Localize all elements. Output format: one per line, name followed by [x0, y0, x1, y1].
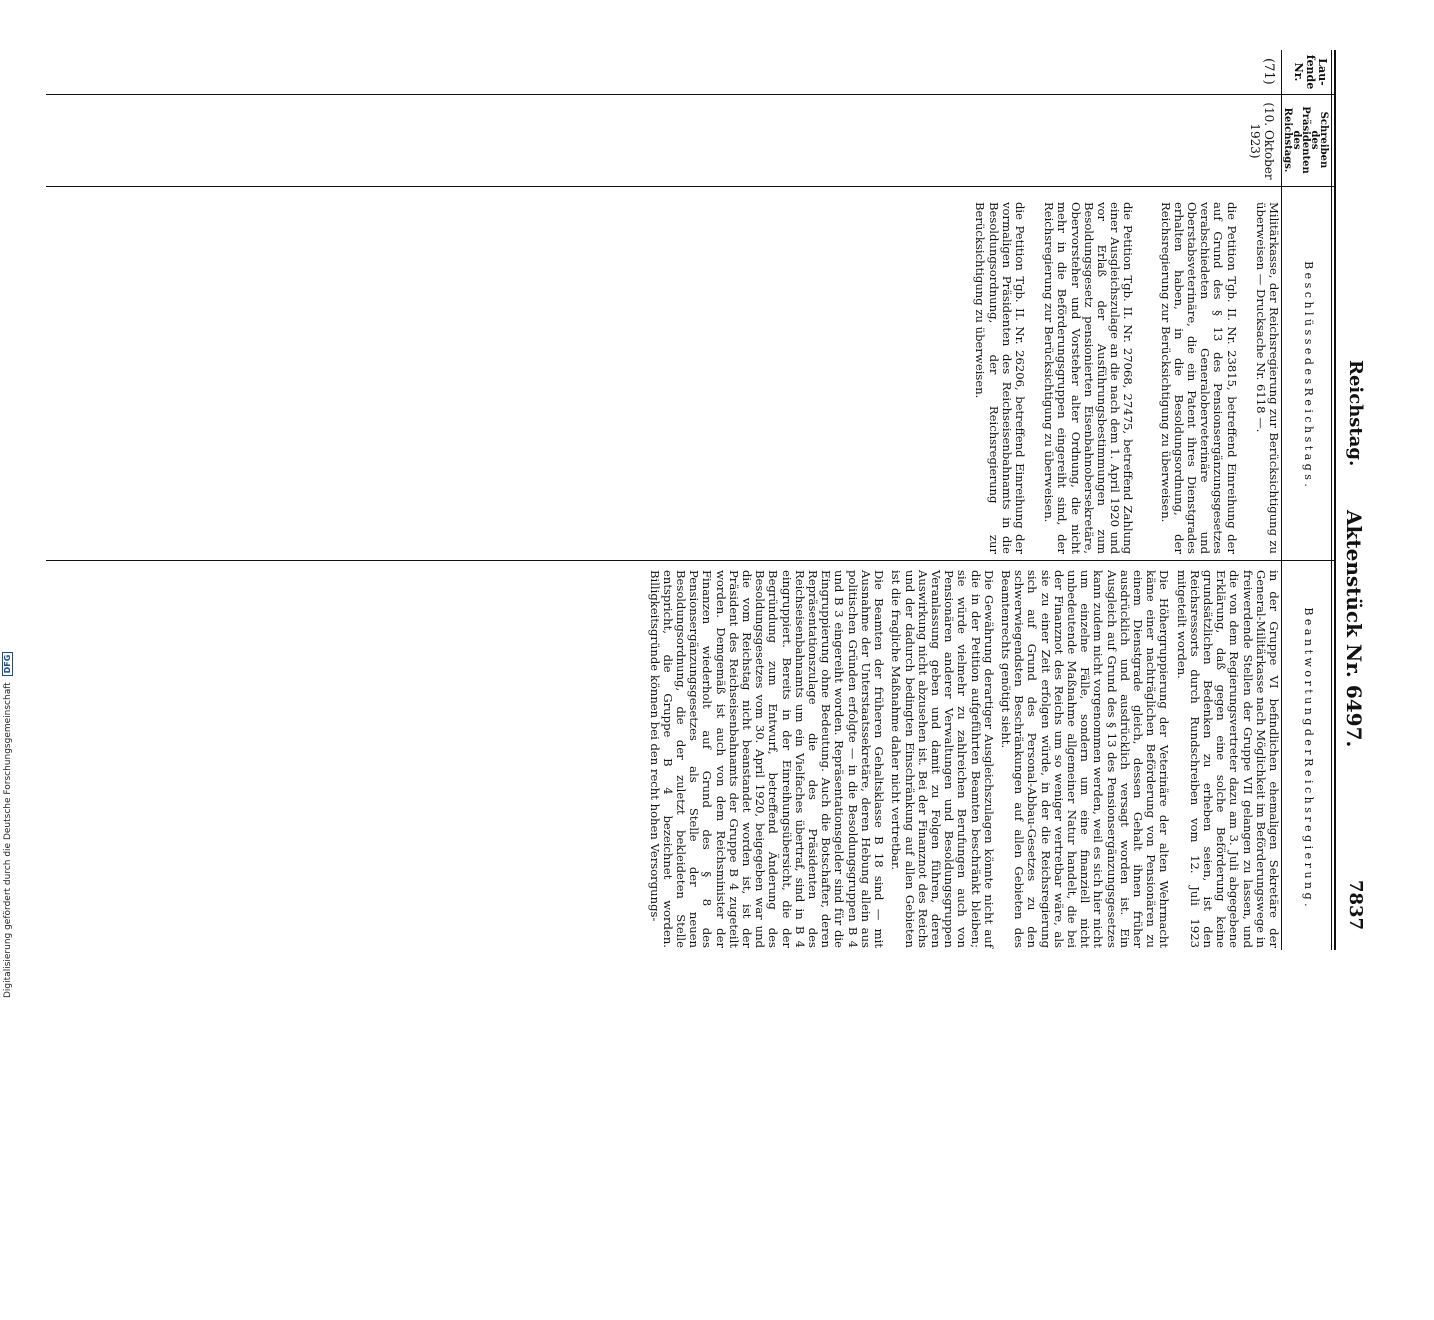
- top-rule-2: [1331, 50, 1332, 950]
- header-antwort: B e a n t w o r t u n g d e r R e i c h s r e g i e r u n g .: [1302, 607, 1315, 907]
- antwort-paragraph: Die Gewährung derartiger Ausgleichszulagen könnte nicht auf die in der Petition aufgeführten Beamten beschränkt bleiben; sie würde vielmehr zu zahlreichen Berufungen auch von Pensionären anderer Verwaltungen und Besoldungsgruppen Veranlassung geben und damit zu Folgen führen, deren Auswirkung nicht abzusehen ist. Bei der Finanznot des Reichs und der dadurch bedingten Einschränkung auf allen Gebieten ist die fragliche Maßnahme daher nicht vertretbar.: [889, 570, 996, 948]
- header-schreiben: Schreiben des Präsidenten des Reichstags.: [1282, 106, 1329, 174]
- header-rule: [1281, 50, 1282, 950]
- vrule-2: [46, 186, 1336, 187]
- page-header: [1340, 0, 1380, 1320]
- antwort-paragraph: Die Beamten der früheren Gehaltsklasse B 18 sind — mit Ausnahme der Unterstaatssekretäre, deren Hebung allein aus politischen Gründen erfolgte — in die Besoldungsgruppen B 4 und B 3 eingereiht worden. Repräsentationsgelder sind für die Eingruppierung ohne Bedeutung. Auch die Botschafter, deren Repräsentationszulage die des Präsidenten des Reichseisenbahnamts um ein Vielfaches übertraf, sind in B 4 eingruppiert. Bereits in der Einreihungsübersicht, die der Begründung zum Entwurf, betreffend Änderung des Besoldungsgesetzes vom 30. April 1920, beigegeben war und die vom Reichstag nicht beanstandet worden ist, ist der Präsident des Reichseisenbahnamts der Gruppe B 4 zugeteilt worden. Demgemäß ist auch von dem Reichsminister der Finanzen wiederholt auf Grund des § 8 des Pensionsergänzungsgesetzes als Stelle der neuen Besoldungsordnung, die der zuletzt bekleideten Stelle entspricht, die Gruppe B 4 bezeichnet worden. Billigkeitsgründe können bei den recht hohen Versorgungs-: [647, 570, 887, 948]
- antwort-paragraph: Die Höhergruppierung der Veterinäre der alten Wehrmacht käme einer nachträglichen Beförderung von Pensionären zu einem Dienstgrade gleich, dessen Gehalt ihnen früher ausdrücklich und ausdrücklich versagt worden ist. Ein Ausgleich auf Grund des § 13 des Pensionsergänzungsgesetzes kann zudem nicht vorgenommen werden, weil es sich hier nicht um einzelne Fälle, sondern um eine finanziell nicht unbedeutende Maßnahme allgemeiner Natur handelt, die bei der Finanznot des Reichs um so weniger vertretbar wäre, als sie zu einer Zeit erfolgen würde, in der die Reichsregierung sich auf Grund des Personal-Abbau-Gesetzes zu den schwerwiegendsten Beschränkungen auf allen Gebieten des Beamtenrechts genötigt sieht.: [998, 570, 1172, 948]
- header-lfd-nr: Lau- fende Nr.: [1292, 54, 1329, 90]
- antwort-paragraph: in der Gruppe VI befindlichen ehemaligen Sekretäre der General-Militärkasse nach Möglichkeit im Beförderungswege in freiwerdende Stellen der Gruppe VII gelangen zu lassen, und die von dem Regierungsvertreter dazu am 3. Juli abgegebene Erklärung, daß gegen eine solche Beförderung keine grundsätzlichen Bedenken zu erheben seien, ist den Reichsressorts durch Rundschreiben vom 12. Juli 1923 mitgeteilt worden.: [1174, 570, 1281, 948]
- row-schreiben: (10. Oktober 1923): [1248, 102, 1276, 180]
- antwort-column: [647, 570, 1280, 948]
- top-rule: [1334, 50, 1336, 950]
- row-lfd-nr: (71): [1261, 58, 1276, 85]
- beschluesse-column: [973, 202, 1280, 554]
- beschluss-paragraph: die Petition Tgb. II. Nr. 23815, betreffend Einreihung der auf Grund des § 13 des Pensionsergänzungsgesetzes verabschiedeten Generaloberveterinäre und Oberstabsveterinäre, die ein Patent ihres Dienstgrades erhalten haben, in die Besoldungsordnung, der Reichsregierung zur Berücksichtigung zu überweisen.: [1158, 202, 1239, 554]
- digitization-note: [2, 578, 13, 998]
- dfg-logo: DFG: [2, 652, 13, 677]
- rotated-page-frame: [50, 0, 1380, 1000]
- digitization-note-text: Digitalisierung gefördert durch die Deutsche Forschungsgemeinschaft: [3, 682, 13, 998]
- header-beschluesse: B e s c h l ü s s e d e s R e i c h s t a g s .: [1302, 261, 1315, 487]
- vrule-1: [46, 94, 1336, 95]
- header-left: Reichstag.: [1345, 360, 1366, 467]
- beschluss-paragraph: die Petition Tgb. II. Nr. 27068, 27475, betreffend Zahlung einer Ausgleichszulage an die nach dem 1. April 1920 und vor Erlaß der Ausführungsbestimmungen zum Besoldungsgesetz pensionierten Eisenbahnobersekretäre, Obervorsteher und Vorsteher alter Ordnung, die nicht mehr in die Beförderungsgruppen eingereiht sind, der Reichsregierung zur Berücksichtigung zu überweisen.: [1042, 202, 1136, 554]
- beschluss-paragraph: Militärkasse, der Reichsregierung zur Berücksichtigung zu überweisen — Drucksache Nr. 6118 —.: [1253, 202, 1281, 554]
- header-title: Aktenstück Nr. 6497.: [1342, 510, 1366, 748]
- page-number: 7837: [1345, 880, 1366, 931]
- vrule-3: [46, 560, 1336, 561]
- beschluss-paragraph: die Petition Tgb. II. Nr. 26206, betreffend Einreihung der vormaligen Präsidenten des Reichseisenbahnamts in die Besoldungsordnung, der Reichsregierung zur Berücksichtigung zu überweisen.: [973, 202, 1027, 554]
